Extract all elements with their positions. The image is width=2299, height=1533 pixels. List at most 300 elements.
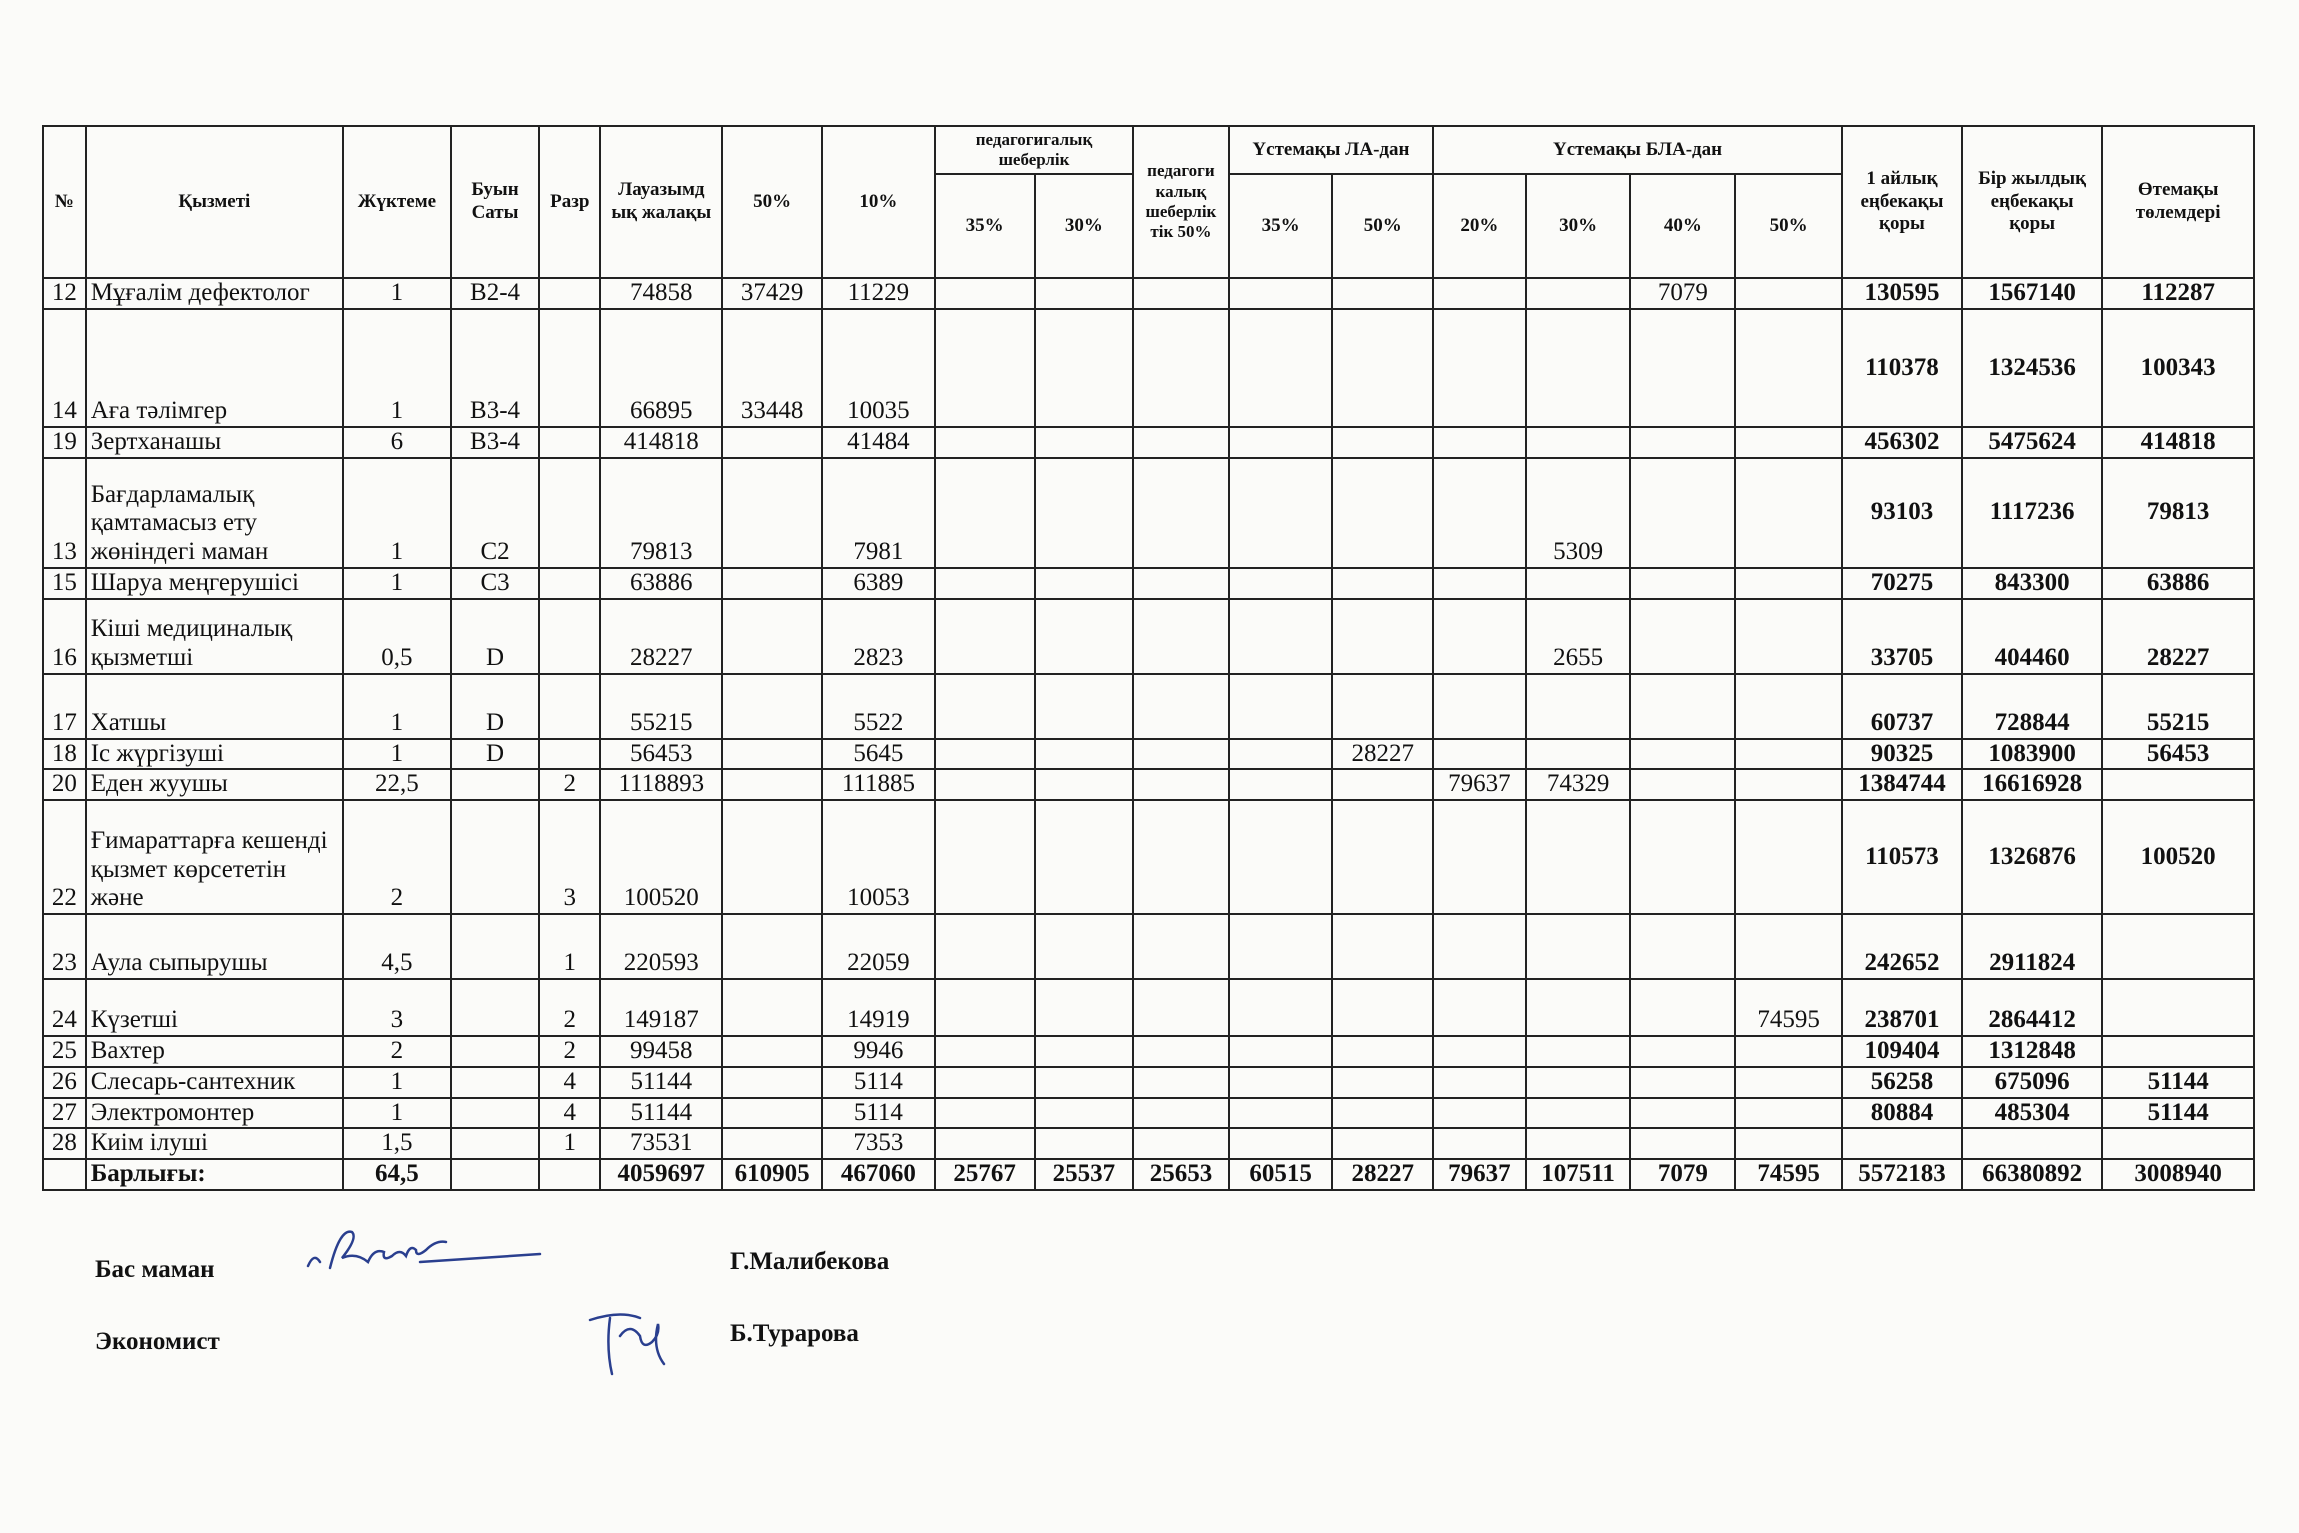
cell-b30 [1526, 800, 1631, 914]
cell-la35 [1229, 674, 1333, 739]
cell-m30 [1035, 427, 1134, 458]
cell-b30 [1526, 914, 1631, 979]
table-row [43, 769, 2254, 800]
cell-la35 [1229, 427, 1333, 458]
cell-name: Мұғалім дефектолог [86, 278, 343, 309]
cell-b20 [1433, 278, 1526, 309]
cell-p10: 5114 [822, 1067, 935, 1098]
cell-load: 0,5 [343, 599, 451, 674]
table-body [43, 278, 2254, 1159]
cell-grade: С2 [451, 458, 539, 568]
cell-salary: 28227 [600, 599, 722, 674]
cell-comp: 56453 [2102, 739, 2254, 770]
cell-la50 [1332, 1128, 1433, 1159]
cell-b20 [1433, 427, 1526, 458]
cell-b40 [1630, 769, 1735, 800]
cell-b20 [1433, 599, 1526, 674]
cell-rank: 2 [539, 979, 600, 1036]
cell-grade [451, 979, 539, 1036]
cell-b30 [1526, 1036, 1631, 1067]
header-salary: Лауазымд ық жалақы [600, 126, 722, 278]
total-b50: 74595 [1735, 1159, 1842, 1190]
cell-annual: 485304 [1962, 1098, 2102, 1129]
cell-annual: 675096 [1962, 1067, 2102, 1098]
cell-p10: 41484 [822, 427, 935, 458]
header-bla-bonus: Үстемақы БЛА-дан [1433, 126, 1842, 174]
cell-grade [451, 914, 539, 979]
cell-rank: 1 [539, 914, 600, 979]
cell-annual: 1083900 [1962, 739, 2102, 770]
cell-p50 [722, 568, 822, 599]
cell-p10: 5645 [822, 739, 935, 770]
cell-monthly [1842, 1128, 1962, 1159]
cell-b40 [1630, 1067, 1735, 1098]
cell-la35 [1229, 769, 1333, 800]
header-compensation: Өтемақы төлемдері [2102, 126, 2254, 278]
cell-grade: D [451, 599, 539, 674]
cell-salary: 74858 [600, 278, 722, 309]
cell-annual: 843300 [1962, 568, 2102, 599]
cell-salary: 100520 [600, 800, 722, 914]
cell-m50 [1133, 458, 1229, 568]
cell-b50 [1735, 599, 1842, 674]
signature-role-2: Экономист [95, 1328, 220, 1355]
cell-name: Ғимараттарға кешенді қызмет көрсететін және [86, 800, 343, 914]
cell-b30 [1526, 1067, 1631, 1098]
cell-p50 [722, 769, 822, 800]
cell-b50 [1735, 769, 1842, 800]
cell-annual: 2911824 [1962, 914, 2102, 979]
cell-comp: 112287 [2102, 278, 2254, 309]
cell-la50 [1332, 458, 1433, 568]
cell-b40 [1630, 1036, 1735, 1067]
cell-rank: 2 [539, 769, 600, 800]
signatory-name-2: Б.Турарова [730, 1320, 859, 1347]
cell-b20 [1433, 1036, 1526, 1067]
total-m30: 25537 [1035, 1159, 1134, 1190]
cell-b30 [1526, 568, 1631, 599]
table-row [43, 427, 2254, 458]
cell-b50 [1735, 1098, 1842, 1129]
cell-b20 [1433, 979, 1526, 1036]
cell-m30 [1035, 278, 1134, 309]
cell-la50 [1332, 1098, 1433, 1129]
cell-b20 [1433, 1098, 1526, 1129]
cell-m30 [1035, 599, 1134, 674]
header-la35: 35% [1229, 174, 1333, 278]
cell-b50 [1735, 1067, 1842, 1098]
cell-annual: 1567140 [1962, 278, 2102, 309]
total-b40: 7079 [1630, 1159, 1735, 1190]
cell-annual: 1312848 [1962, 1036, 2102, 1067]
cell-b30 [1526, 1128, 1631, 1159]
cell-m35 [935, 674, 1035, 739]
cell-comp: 79813 [2102, 458, 2254, 568]
cell-m50 [1133, 1128, 1229, 1159]
total-la50: 28227 [1332, 1159, 1433, 1190]
cell-m50 [1133, 1098, 1229, 1129]
cell-la50 [1332, 800, 1433, 914]
total-monthly: 5572183 [1842, 1159, 1962, 1190]
cell-grade: D [451, 674, 539, 739]
header-rank: Разр [539, 126, 600, 278]
cell-m50 [1133, 800, 1229, 914]
cell-b50 [1735, 458, 1842, 568]
cell-grade [451, 1128, 539, 1159]
table-footer [43, 1159, 2254, 1190]
cell-comp [2102, 914, 2254, 979]
cell-salary: 66895 [600, 309, 722, 427]
cell-la50 [1332, 769, 1433, 800]
cell-m30 [1035, 739, 1134, 770]
cell-salary: 63886 [600, 568, 722, 599]
cell-m50 [1133, 309, 1229, 427]
cell-la50 [1332, 278, 1433, 309]
cell-monthly: 93103 [1842, 458, 1962, 568]
header-ped-mastery-50: педагоги калық шеберлік тік 50% [1133, 126, 1229, 278]
cell-m30 [1035, 1067, 1134, 1098]
cell-m35 [935, 1036, 1035, 1067]
cell-b30: 74329 [1526, 769, 1631, 800]
cell-la50 [1332, 914, 1433, 979]
cell-b30 [1526, 427, 1631, 458]
cell-p50 [722, 1098, 822, 1129]
cell-load: 1 [343, 1098, 451, 1129]
cell-monthly: 242652 [1842, 914, 1962, 979]
cell-grade [451, 1067, 539, 1098]
cell-m35 [935, 1128, 1035, 1159]
cell-m30 [1035, 458, 1134, 568]
cell-b50 [1735, 674, 1842, 739]
cell-m35 [935, 769, 1035, 800]
cell-no: 26 [43, 1067, 86, 1098]
cell-m50 [1133, 1067, 1229, 1098]
cell-la35 [1229, 309, 1333, 427]
cell-grade [451, 769, 539, 800]
cell-b50 [1735, 1036, 1842, 1067]
cell-salary: 99458 [600, 1036, 722, 1067]
cell-comp: 51144 [2102, 1067, 2254, 1098]
cell-name: Зертханашы [86, 427, 343, 458]
cell-p50 [722, 458, 822, 568]
table-row [43, 458, 2254, 568]
cell-rank: 3 [539, 800, 600, 914]
cell-la35 [1229, 1036, 1333, 1067]
cell-m30 [1035, 800, 1134, 914]
cell-p50 [722, 1067, 822, 1098]
cell-p50 [722, 739, 822, 770]
cell-grade: В2-4 [451, 278, 539, 309]
cell-load: 2 [343, 1036, 451, 1067]
cell-annual: 1324536 [1962, 309, 2102, 427]
cell-no: 22 [43, 800, 86, 914]
cell-load: 22,5 [343, 769, 451, 800]
cell-no: 14 [43, 309, 86, 427]
cell-p10: 111885 [822, 769, 935, 800]
header-bla30: 30% [1526, 174, 1631, 278]
cell-la50 [1332, 309, 1433, 427]
cell-m35 [935, 568, 1035, 599]
cell-p10: 2823 [822, 599, 935, 674]
cell-monthly: 109404 [1842, 1036, 1962, 1067]
cell-annual [1962, 1128, 2102, 1159]
cell-comp: 28227 [2102, 599, 2254, 674]
cell-rank: 4 [539, 1098, 600, 1129]
cell-b30 [1526, 739, 1631, 770]
signatory-name-1: Г.Малибекова [730, 1248, 890, 1275]
cell-m50 [1133, 769, 1229, 800]
total-load: 64,5 [343, 1159, 451, 1190]
cell-la35 [1229, 1067, 1333, 1098]
cell-p10: 10035 [822, 309, 935, 427]
cell-name: Аула сыпырушы [86, 914, 343, 979]
cell-grade [451, 1098, 539, 1129]
cell-p10: 6389 [822, 568, 935, 599]
cell-rank [539, 674, 600, 739]
cell-b30 [1526, 1098, 1631, 1129]
cell-b50 [1735, 568, 1842, 599]
cell-name: Вахтер [86, 1036, 343, 1067]
cell-b40 [1630, 674, 1735, 739]
cell-b40: 7079 [1630, 278, 1735, 309]
total-row [43, 1159, 2254, 1190]
cell-monthly: 130595 [1842, 278, 1962, 309]
cell-no: 20 [43, 769, 86, 800]
cell-b50 [1735, 800, 1842, 914]
total-la35: 60515 [1229, 1159, 1333, 1190]
header-bla50: 50% [1735, 174, 1842, 278]
total-m50: 25653 [1133, 1159, 1229, 1190]
cell-salary: 51144 [600, 1067, 722, 1098]
cell-name: Еден жуушы [86, 769, 343, 800]
cell-monthly: 238701 [1842, 979, 1962, 1036]
cell-p10: 14919 [822, 979, 935, 1036]
header-ped-m30: 30% [1035, 174, 1134, 278]
cell-rank [539, 739, 600, 770]
cell-m35 [935, 739, 1035, 770]
cell-no: 17 [43, 674, 86, 739]
cell-comp [2102, 979, 2254, 1036]
cell-m50 [1133, 599, 1229, 674]
cell-comp: 51144 [2102, 1098, 2254, 1129]
total-cell-rank [539, 1159, 600, 1190]
header-ped-mastery: педагогигалық шеберлік [935, 126, 1133, 174]
total-cell-no [43, 1159, 86, 1190]
cell-load: 1 [343, 278, 451, 309]
total-comp: 3008940 [2102, 1159, 2254, 1190]
cell-b20 [1433, 1128, 1526, 1159]
cell-m30 [1035, 1036, 1134, 1067]
cell-load: 1 [343, 568, 451, 599]
cell-p50: 37429 [722, 278, 822, 309]
cell-annual: 404460 [1962, 599, 2102, 674]
handwritten-signature-1 [300, 1222, 580, 1282]
cell-rank [539, 427, 600, 458]
cell-no: 18 [43, 739, 86, 770]
cell-rank [539, 568, 600, 599]
cell-b40 [1630, 599, 1735, 674]
cell-annual: 728844 [1962, 674, 2102, 739]
cell-grade [451, 1036, 539, 1067]
cell-no: 25 [43, 1036, 86, 1067]
total-b20: 79637 [1433, 1159, 1526, 1190]
cell-p50 [722, 979, 822, 1036]
cell-no: 23 [43, 914, 86, 979]
table-row [43, 914, 2254, 979]
cell-la35 [1229, 914, 1333, 979]
cell-monthly: 56258 [1842, 1067, 1962, 1098]
cell-salary: 220593 [600, 914, 722, 979]
cell-la50 [1332, 568, 1433, 599]
cell-la35 [1229, 458, 1333, 568]
cell-annual: 1326876 [1962, 800, 2102, 914]
cell-rank: 2 [539, 1036, 600, 1067]
total-label: Барлығы: [86, 1159, 343, 1190]
header-la-bonus: Үстемақы ЛА-дан [1229, 126, 1433, 174]
cell-b40 [1630, 1098, 1735, 1129]
cell-no: 19 [43, 427, 86, 458]
cell-b20 [1433, 1067, 1526, 1098]
cell-la50 [1332, 599, 1433, 674]
cell-grade [451, 800, 539, 914]
cell-b20 [1433, 914, 1526, 979]
cell-p10: 9946 [822, 1036, 935, 1067]
header-load: Жүктеме [343, 126, 451, 278]
cell-comp [2102, 1128, 2254, 1159]
cell-name: Аға тәлімгер [86, 309, 343, 427]
cell-b30 [1526, 979, 1631, 1036]
cell-name: Электромонтер [86, 1098, 343, 1129]
cell-load: 1,5 [343, 1128, 451, 1159]
header-grade: Буын Саты [451, 126, 539, 278]
cell-no: 12 [43, 278, 86, 309]
cell-la50 [1332, 1036, 1433, 1067]
cell-rank: 4 [539, 1067, 600, 1098]
cell-m50 [1133, 1036, 1229, 1067]
cell-m50 [1133, 427, 1229, 458]
cell-la35 [1229, 979, 1333, 1036]
cell-annual: 2864412 [1962, 979, 2102, 1036]
cell-b50 [1735, 278, 1842, 309]
cell-p10: 5114 [822, 1098, 935, 1129]
cell-salary: 79813 [600, 458, 722, 568]
cell-p50 [722, 427, 822, 458]
cell-la50: 28227 [1332, 739, 1433, 770]
cell-b40 [1630, 309, 1735, 427]
cell-b30: 5309 [1526, 458, 1631, 568]
cell-b40 [1630, 914, 1735, 979]
cell-la35 [1229, 599, 1333, 674]
cell-la50 [1332, 674, 1433, 739]
header-ped-m35: 35% [935, 174, 1035, 278]
table-header [43, 126, 2254, 278]
cell-b20 [1433, 458, 1526, 568]
cell-load: 1 [343, 739, 451, 770]
cell-name: Шаруа меңгерушісі [86, 568, 343, 599]
cell-p10: 7353 [822, 1128, 935, 1159]
cell-b30 [1526, 309, 1631, 427]
cell-p10: 22059 [822, 914, 935, 979]
cell-comp [2102, 1036, 2254, 1067]
cell-b50 [1735, 739, 1842, 770]
table-row [43, 1067, 2254, 1098]
cell-b30: 2655 [1526, 599, 1631, 674]
total-salary: 4059697 [600, 1159, 722, 1190]
cell-salary: 414818 [600, 427, 722, 458]
cell-m35 [935, 458, 1035, 568]
cell-annual: 16616928 [1962, 769, 2102, 800]
cell-name: Хатшы [86, 674, 343, 739]
header-no: № [43, 126, 86, 278]
cell-b40 [1630, 568, 1735, 599]
cell-salary: 149187 [600, 979, 722, 1036]
cell-b20 [1433, 739, 1526, 770]
total-cell-grade [451, 1159, 539, 1190]
cell-no: 27 [43, 1098, 86, 1129]
cell-monthly: 1384744 [1842, 769, 1962, 800]
table-row [43, 674, 2254, 739]
cell-b20 [1433, 568, 1526, 599]
cell-b20 [1433, 674, 1526, 739]
cell-b50 [1735, 1128, 1842, 1159]
cell-salary: 55215 [600, 674, 722, 739]
cell-m50 [1133, 674, 1229, 739]
cell-comp: 55215 [2102, 674, 2254, 739]
cell-p50 [722, 914, 822, 979]
cell-comp: 100520 [2102, 800, 2254, 914]
cell-annual: 5475624 [1962, 427, 2102, 458]
cell-no: 28 [43, 1128, 86, 1159]
total-b30: 107511 [1526, 1159, 1631, 1190]
cell-load: 3 [343, 979, 451, 1036]
header-monthly: 1 айлық еңбекақы қоры [1842, 126, 1962, 278]
header-p50: 50% [722, 126, 822, 278]
cell-m50 [1133, 568, 1229, 599]
cell-b50 [1735, 914, 1842, 979]
cell-la35 [1229, 800, 1333, 914]
cell-comp: 63886 [2102, 568, 2254, 599]
cell-load: 6 [343, 427, 451, 458]
cell-b20: 79637 [1433, 769, 1526, 800]
cell-p50 [722, 800, 822, 914]
cell-b50 [1735, 309, 1842, 427]
table-row [43, 1036, 2254, 1067]
cell-b40 [1630, 800, 1735, 914]
cell-b40 [1630, 1128, 1735, 1159]
cell-m50 [1133, 914, 1229, 979]
cell-m35 [935, 427, 1035, 458]
table-row [43, 1098, 2254, 1129]
cell-la50 [1332, 427, 1433, 458]
cell-p50 [722, 1036, 822, 1067]
cell-m50 [1133, 979, 1229, 1036]
cell-p50 [722, 674, 822, 739]
cell-b40 [1630, 458, 1735, 568]
cell-salary: 73531 [600, 1128, 722, 1159]
cell-p10: 10053 [822, 800, 935, 914]
salary-table [42, 125, 2255, 1191]
cell-name: Бағдарламалық қамтамасыз ету жөніндегі маман [86, 458, 343, 568]
cell-p10: 7981 [822, 458, 935, 568]
total-annual: 66380892 [1962, 1159, 2102, 1190]
cell-b40 [1630, 427, 1735, 458]
cell-monthly: 70275 [1842, 568, 1962, 599]
cell-monthly: 80884 [1842, 1098, 1962, 1129]
cell-load: 4,5 [343, 914, 451, 979]
cell-salary: 1118893 [600, 769, 722, 800]
cell-b30 [1526, 674, 1631, 739]
cell-m30 [1035, 568, 1134, 599]
